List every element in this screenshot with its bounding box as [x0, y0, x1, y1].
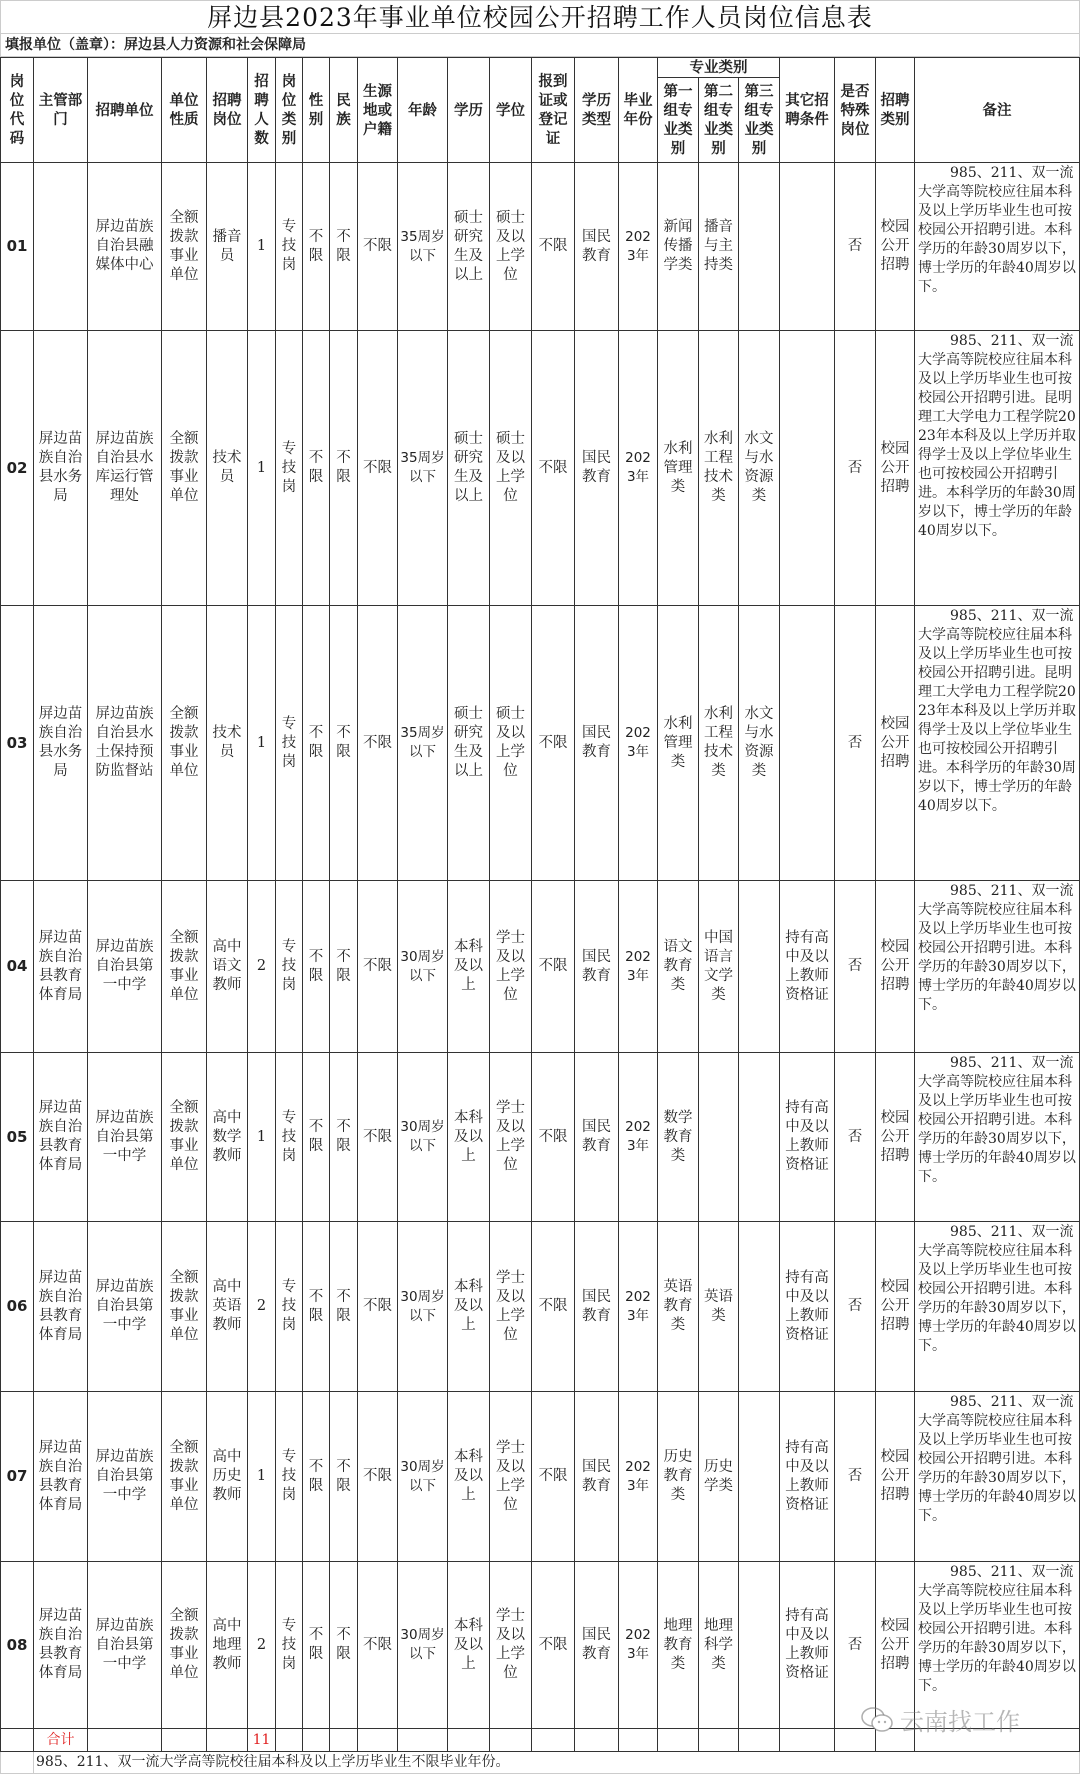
- cell-other: 持有高中及以上教师资格证: [780, 1222, 835, 1392]
- cell-major1: 英语教育类: [658, 1222, 699, 1392]
- cell-other: [780, 606, 835, 881]
- cell-gender: 不限: [303, 1562, 330, 1729]
- cell-major3: [739, 881, 780, 1053]
- cell-grad-year: 2023年: [619, 163, 658, 331]
- cell-edu: 本科及以上: [448, 1053, 490, 1222]
- cell-dept: [34, 163, 88, 331]
- cell-special: 否: [835, 881, 876, 1053]
- cell-ethnic: 不限: [330, 606, 358, 881]
- cell-edu: 本科及以上: [448, 1562, 490, 1729]
- cell-nature: 全额拨款事业单位: [162, 881, 207, 1053]
- cell-edu-type: 国民教育: [575, 163, 619, 331]
- table-row: [1, 1222, 1080, 1392]
- cell-origin: 不限: [358, 1222, 398, 1392]
- cell-origin: 不限: [358, 1392, 398, 1562]
- cell-age: 30周岁以下: [398, 881, 448, 1053]
- cell-grad-year: 2023年: [619, 1392, 658, 1562]
- cell-special: 否: [835, 1392, 876, 1562]
- header-post: 招聘岗位: [207, 58, 248, 163]
- cell-dept: 屏边苗族自治县教育体育局: [34, 1562, 88, 1729]
- header-major-group: 专业类别: [658, 58, 780, 78]
- cell-recruit-type: 校园公开招聘: [876, 1053, 915, 1222]
- cell-count: 1: [248, 1053, 276, 1222]
- cell-edu: 本科及以上: [448, 1392, 490, 1562]
- cell-degree: 学士及以上学位: [490, 1562, 532, 1729]
- cell-edu-type: 国民教育: [575, 606, 619, 881]
- footnote-row: [1, 1752, 1080, 1774]
- cell-grad-year: 2023年: [619, 881, 658, 1053]
- cell-remark: 985、211、双一流大学高等院校应往届本科及以上学历毕业生也可按校园公开招聘引进。昆明理工大学电力工程学院2023年本科及以上学历并取得学士及以上学位毕业生也可按校园公开招聘引进。本科学历的年龄30周岁以下，博士学历的年龄40周岁以下。: [915, 606, 1080, 881]
- cell-cert: 不限: [532, 1222, 575, 1392]
- cell-major3: [739, 1392, 780, 1562]
- footnote: 985、211、双一流大学高等院校往届本科及以上学历毕业生不限毕业年份。: [34, 1752, 1080, 1774]
- cell-age: 30周岁以下: [398, 1053, 448, 1222]
- page-title: 屏边县2023年事业单位校园公开招聘工作人员岗位信息表: [0, 0, 1080, 34]
- cell-age: 30周岁以下: [398, 1222, 448, 1392]
- cell-post: 高中数学教师: [207, 1053, 248, 1222]
- cell-type: 专技岗: [276, 881, 303, 1053]
- header-type: 岗位类别: [276, 58, 303, 163]
- cell-unit: 屏边苗族自治县第一中学: [88, 1562, 162, 1729]
- cell-nature: 全额拨款事业单位: [162, 1392, 207, 1562]
- cell-recruit-type: 校园公开招聘: [876, 606, 915, 881]
- cell-edu: 硕士研究生及以上: [448, 331, 490, 606]
- header-major1: 第一组专业类别: [658, 78, 699, 163]
- cell-remark: 985、211、双一流大学高等院校应往届本科及以上学历毕业生也可按校园公开招聘引进。本科学历的年龄30周岁以下，博士学历的年龄40周岁以下。: [915, 1053, 1080, 1222]
- header-grad-year: 毕业年份: [619, 58, 658, 163]
- header-major2: 第二组专业类别: [699, 78, 739, 163]
- cell-edu-type: 国民教育: [575, 881, 619, 1053]
- cell-grad-year: 2023年: [619, 331, 658, 606]
- cell-grad-year: 2023年: [619, 1222, 658, 1392]
- cell-major1: 历史教育类: [658, 1392, 699, 1562]
- cell-count: 2: [248, 881, 276, 1053]
- cell-dept: 屏边苗族自治县教育体育局: [34, 1222, 88, 1392]
- header-count: 招聘人数: [248, 58, 276, 163]
- cell-remark: 985、211、双一流大学高等院校应往届本科及以上学历毕业生也可按校园公开招聘引进。本科学历的年龄30周岁以下，博士学历的年龄40周岁以下。: [915, 881, 1080, 1053]
- cell-dept: 屏边苗族自治县教育体育局: [34, 1392, 88, 1562]
- cell-major3: 水文与水资源类: [739, 331, 780, 606]
- total-count: 11: [248, 1729, 276, 1752]
- table-row: [1, 1392, 1080, 1562]
- cell-edu-type: 国民教育: [575, 331, 619, 606]
- cell-type: 专技岗: [276, 331, 303, 606]
- cell-degree: 硕士及以上学位: [490, 606, 532, 881]
- cell-code: 01: [1, 163, 34, 331]
- cell-major2: [699, 1053, 739, 1222]
- cell-ethnic: 不限: [330, 331, 358, 606]
- cell-nature: 全额拨款事业单位: [162, 606, 207, 881]
- positions-table: [0, 57, 1080, 1774]
- cell-special: 否: [835, 331, 876, 606]
- header-cert: 报到证或登记证: [532, 58, 575, 163]
- cell-cert: 不限: [532, 881, 575, 1053]
- watermark-text: 云南找工作: [900, 1708, 1020, 1736]
- cell-major3: 水文与水资源类: [739, 606, 780, 881]
- cell-dept: 屏边苗族自治县水务局: [34, 606, 88, 881]
- cell-recruit-type: 校园公开招聘: [876, 1392, 915, 1562]
- cell-grad-year: 2023年: [619, 1053, 658, 1222]
- cell-type: 专技岗: [276, 1392, 303, 1562]
- cell-count: 1: [248, 1392, 276, 1562]
- cell-nature: 全额拨款事业单位: [162, 1053, 207, 1222]
- cell-post: 高中历史教师: [207, 1392, 248, 1562]
- header-nature: 单位性质: [162, 58, 207, 163]
- cell-ethnic: 不限: [330, 1053, 358, 1222]
- cell-gender: 不限: [303, 881, 330, 1053]
- cell-degree: 硕士及以上学位: [490, 163, 532, 331]
- cell-gender: 不限: [303, 1053, 330, 1222]
- cell-major2: 英语类: [699, 1222, 739, 1392]
- cell-recruit-type: 校园公开招聘: [876, 1222, 915, 1392]
- header-edu: 学历: [448, 58, 490, 163]
- cell-origin: 不限: [358, 606, 398, 881]
- cell-count: 2: [248, 1222, 276, 1392]
- cell-type: 专技岗: [276, 1222, 303, 1392]
- cell-code: 04: [1, 881, 34, 1053]
- cell-edu: 本科及以上: [448, 881, 490, 1053]
- cell-recruit-type: 校园公开招聘: [876, 163, 915, 331]
- cell-type: 专技岗: [276, 163, 303, 331]
- table-row: [1, 606, 1080, 881]
- cell-origin: 不限: [358, 163, 398, 331]
- cell-age: 35周岁以下: [398, 606, 448, 881]
- cell-major2: 历史学类: [699, 1392, 739, 1562]
- cell-special: 否: [835, 1053, 876, 1222]
- cell-age: 35周岁以下: [398, 163, 448, 331]
- table-row: [1, 331, 1080, 606]
- cell-cert: 不限: [532, 1392, 575, 1562]
- cell-cert: 不限: [532, 606, 575, 881]
- cell-code: 06: [1, 1222, 34, 1392]
- cell-gender: 不限: [303, 163, 330, 331]
- cell-degree: 学士及以上学位: [490, 1392, 532, 1562]
- header-gender: 性别: [303, 58, 330, 163]
- cell-type: 专技岗: [276, 1562, 303, 1729]
- cell-age: 35周岁以下: [398, 331, 448, 606]
- header-origin: 生源地或户籍: [358, 58, 398, 163]
- header-ethnic: 民族: [330, 58, 358, 163]
- cell-gender: 不限: [303, 1392, 330, 1562]
- cell-cert: 不限: [532, 331, 575, 606]
- cell-other: 持有高中及以上教师资格证: [780, 1053, 835, 1222]
- header-other: 其它招聘条件: [780, 58, 835, 163]
- cell-edu: 硕士研究生及以上: [448, 163, 490, 331]
- header-remark: 备注: [915, 58, 1080, 163]
- cell-grad-year: 2023年: [619, 1562, 658, 1729]
- cell-degree: 硕士及以上学位: [490, 331, 532, 606]
- cell-special: 否: [835, 1222, 876, 1392]
- cell-dept: 屏边苗族自治县水务局: [34, 331, 88, 606]
- cell-major1: 语文教育类: [658, 881, 699, 1053]
- cell-type: 专技岗: [276, 1053, 303, 1222]
- header-major3: 第三组专业类别: [739, 78, 780, 163]
- cell-remark: 985、211、双一流大学高等院校应往届本科及以上学历毕业生也可按校园公开招聘引进。本科学历的年龄30周岁以下，博士学历的年龄40周岁以下。: [915, 1562, 1080, 1729]
- cell-unit: 屏边苗族自治县第一中学: [88, 1392, 162, 1562]
- cell-post: 高中地理教师: [207, 1562, 248, 1729]
- cell-edu: 本科及以上: [448, 1222, 490, 1392]
- cell-cert: 不限: [532, 163, 575, 331]
- cell-special: 否: [835, 1562, 876, 1729]
- cell-edu: 硕士研究生及以上: [448, 606, 490, 881]
- cell-special: 否: [835, 163, 876, 331]
- cell-ethnic: 不限: [330, 1562, 358, 1729]
- cell-unit: 屏边苗族自治县第一中学: [88, 881, 162, 1053]
- cell-major3: [739, 1562, 780, 1729]
- cell-other: 持有高中及以上教师资格证: [780, 881, 835, 1053]
- cell-nature: 全额拨款事业单位: [162, 331, 207, 606]
- cell-age: 30周岁以下: [398, 1392, 448, 1562]
- cell-cert: 不限: [532, 1053, 575, 1222]
- cell-major2: 中国语言文学类: [699, 881, 739, 1053]
- cell-remark: 985、211、双一流大学高等院校应往届本科及以上学历毕业生也可按校园公开招聘引进。昆明理工大学电力工程学院2023年本科及以上学历并取得学士及以上学位毕业生也可按校园公开招聘引进。本科学历的年龄30周岁以下，博士学历的年龄40周岁以下。: [915, 331, 1080, 606]
- cell-post: 高中语文教师: [207, 881, 248, 1053]
- cell-gender: 不限: [303, 1222, 330, 1392]
- cell-special: 否: [835, 606, 876, 881]
- header-dept: 主管部门: [34, 58, 88, 163]
- cell-recruit-type: 校园公开招聘: [876, 881, 915, 1053]
- cell-edu-type: 国民教育: [575, 1562, 619, 1729]
- cell-degree: 学士及以上学位: [490, 881, 532, 1053]
- cell-major1: 水利管理类: [658, 331, 699, 606]
- cell-type: 专技岗: [276, 606, 303, 881]
- cell-degree: 学士及以上学位: [490, 1053, 532, 1222]
- cell-dept: 屏边苗族自治县教育体育局: [34, 881, 88, 1053]
- cell-code: 02: [1, 331, 34, 606]
- cell-edu-type: 国民教育: [575, 1222, 619, 1392]
- cell-major3: [739, 1053, 780, 1222]
- header-recruit-type: 招聘类别: [876, 58, 915, 163]
- cell-grad-year: 2023年: [619, 606, 658, 881]
- wechat-icon: [860, 1706, 894, 1734]
- cell-nature: 全额拨款事业单位: [162, 1222, 207, 1392]
- cell-degree: 学士及以上学位: [490, 1222, 532, 1392]
- cell-ethnic: 不限: [330, 163, 358, 331]
- cell-nature: 全额拨款事业单位: [162, 1562, 207, 1729]
- cell-major2: 地理科学类: [699, 1562, 739, 1729]
- cell-unit: 屏边苗族自治县第一中学: [88, 1222, 162, 1392]
- cell-major1: 地理教育类: [658, 1562, 699, 1729]
- cell-post: 技术员: [207, 331, 248, 606]
- cell-other: [780, 163, 835, 331]
- header-special: 是否特殊岗位: [835, 58, 876, 163]
- cell-nature: 全额拨款事业单位: [162, 163, 207, 331]
- cell-unit: 屏边苗族自治县水库运行管理处: [88, 331, 162, 606]
- cell-major3: [739, 163, 780, 331]
- table-row: [1, 1053, 1080, 1222]
- cell-major1: 水利管理类: [658, 606, 699, 881]
- header-degree: 学位: [490, 58, 532, 163]
- table-row: [1, 881, 1080, 1053]
- cell-code: 03: [1, 606, 34, 881]
- cell-age: 30周岁以下: [398, 1562, 448, 1729]
- table-row: [1, 163, 1080, 331]
- cell-remark: 985、211、双一流大学高等院校应往届本科及以上学历毕业生也可按校园公开招聘引进。本科学历的年龄30周岁以下，博士学历的年龄40周岁以下。: [915, 1392, 1080, 1562]
- cell-major2: 播音与主持类: [699, 163, 739, 331]
- header-age: 年龄: [398, 58, 448, 163]
- cell-other: [780, 331, 835, 606]
- cell-edu-type: 国民教育: [575, 1053, 619, 1222]
- cell-major3: [739, 1222, 780, 1392]
- cell-post: 播音员: [207, 163, 248, 331]
- cell-origin: 不限: [358, 1562, 398, 1729]
- header-code: 岗位代码: [1, 58, 34, 163]
- cell-recruit-type: 校园公开招聘: [876, 331, 915, 606]
- cell-origin: 不限: [358, 1053, 398, 1222]
- cell-code: 05: [1, 1053, 34, 1222]
- cell-unit: 屏边苗族自治县水土保持预防监督站: [88, 606, 162, 881]
- watermark: [860, 1702, 1020, 1737]
- cell-remark: 985、211、双一流大学高等院校应往届本科及以上学历毕业生也可按校园公开招聘引进。本科学历的年龄30周岁以下，博士学历的年龄40周岁以下。: [915, 1222, 1080, 1392]
- cell-count: 2: [248, 1562, 276, 1729]
- cell-remark: 985、211、双一流大学高等院校应往届本科及以上学历毕业生也可按校园公开招聘引进。本科学历的年龄30周岁以下，博士学历的年龄40周岁以下。: [915, 163, 1080, 331]
- cell-unit: 屏边苗族自治县融媒体中心: [88, 163, 162, 331]
- cell-count: 1: [248, 606, 276, 881]
- fill-unit: 填报单位（盖章）：屏边县人力资源和社会保障局: [0, 34, 1080, 57]
- cell-count: 1: [248, 331, 276, 606]
- cell-gender: 不限: [303, 606, 330, 881]
- cell-major2: 水利工程技术类: [699, 331, 739, 606]
- cell-ethnic: 不限: [330, 881, 358, 1053]
- cell-post: 高中英语教师: [207, 1222, 248, 1392]
- cell-code: 07: [1, 1392, 34, 1562]
- cell-count: 1: [248, 163, 276, 331]
- cell-major1: 新闻传播学类: [658, 163, 699, 331]
- cell-origin: 不限: [358, 331, 398, 606]
- cell-gender: 不限: [303, 331, 330, 606]
- cell-major2: 水利工程技术类: [699, 606, 739, 881]
- cell-cert: 不限: [532, 1562, 575, 1729]
- cell-origin: 不限: [358, 881, 398, 1053]
- cell-edu-type: 国民教育: [575, 1392, 619, 1562]
- cell-recruit-type: 校园公开招聘: [876, 1562, 915, 1729]
- cell-other: 持有高中及以上教师资格证: [780, 1392, 835, 1562]
- cell-dept: 屏边苗族自治县教育体育局: [34, 1053, 88, 1222]
- cell-other: 持有高中及以上教师资格证: [780, 1562, 835, 1729]
- header-edu-type: 学历类型: [575, 58, 619, 163]
- cell-post: 技术员: [207, 606, 248, 881]
- total-label: 合计: [34, 1729, 88, 1752]
- cell-ethnic: 不限: [330, 1392, 358, 1562]
- cell-major1: 数学教育类: [658, 1053, 699, 1222]
- header-unit: 招聘单位: [88, 58, 162, 163]
- cell-code: 08: [1, 1562, 34, 1729]
- cell-ethnic: 不限: [330, 1222, 358, 1392]
- cell-unit: 屏边苗族自治县第一中学: [88, 1053, 162, 1222]
